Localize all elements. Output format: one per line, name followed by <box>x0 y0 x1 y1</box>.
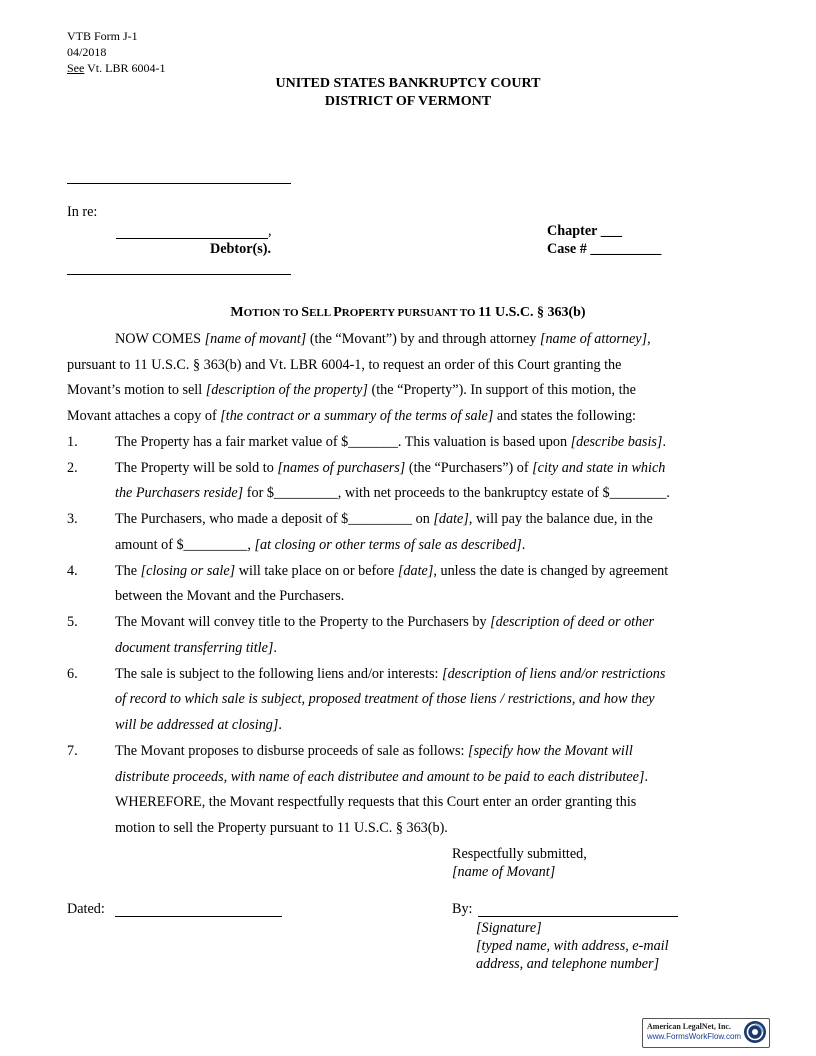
rule-text: Vt. LBR 6004-1 <box>84 61 166 75</box>
globe-icon <box>743 1020 767 1044</box>
item-2-line-2: the Purchasers reside] for $_________, with net proceeds to the bankruptcy estate of $________. <box>115 485 670 501</box>
signature-placeholder: [Signature] <box>476 920 542 936</box>
logo-url: www.FormsWorkFlow.com <box>647 1032 742 1041</box>
chapter-blank[interactable]: ___ <box>600 223 623 239</box>
by-label: By: <box>452 901 473 917</box>
dated-line[interactable] <box>115 916 282 917</box>
item-5-line-1: The Movant will convey title to the Property to the Purchasers by [description of deed or other <box>115 614 655 630</box>
item-4-line-1: The [closing or sale] will take place on or before [date], unless the date is changed by agreement <box>115 563 669 579</box>
case-blank[interactable]: __________ <box>590 241 662 257</box>
motion-title: MOTION TO SELL PROPERTY PURSUANT TO 11 U.S.C. § 363(b) <box>230 305 586 320</box>
signature-line[interactable] <box>478 916 678 917</box>
typed-name-line-1: [typed name, with address, e-mail <box>476 938 669 954</box>
american-legalnet-logo[interactable] <box>642 1018 770 1048</box>
item-6-line-3: will be addressed at closing]. <box>115 717 282 733</box>
logo-company: American LegalNet, Inc. <box>647 1022 731 1031</box>
form-rule-ref <box>67 60 165 76</box>
item-number: 6. <box>67 666 78 682</box>
in-re-label: In re: <box>67 204 98 220</box>
typed-name-line-2: address, and telephone number] <box>476 956 660 972</box>
item-5-line-2: document transferring title]. <box>115 640 277 656</box>
item-6-line-1: The sale is subject to the following liens and/or interests: [description of liens and/or restrictions <box>115 666 666 682</box>
case-label: Case # <box>547 241 587 257</box>
item-number: 1. <box>67 434 78 450</box>
chapter-field <box>547 223 622 240</box>
caption-top-line <box>67 183 291 184</box>
item-number: 5. <box>67 614 78 630</box>
item-3-line-2: amount of $_________, [at closing or other terms of sale as described]. <box>115 537 526 553</box>
intro-line-3: Movant’s motion to sell [description of the property] (the “Property”). In support of this motion, the <box>67 382 636 398</box>
court-name: UNITED STATES BANKRUPTCY COURT <box>275 76 541 91</box>
item-number: 2. <box>67 460 78 476</box>
case-field <box>547 241 661 258</box>
item-number: 7. <box>67 743 78 759</box>
court-district: DISTRICT OF VERMONT <box>324 94 492 109</box>
movant-name-placeholder: [name of Movant] <box>452 864 556 880</box>
caption-bottom-line <box>67 274 291 275</box>
item-number: 3. <box>67 511 78 527</box>
item-1-line-1: The Property has a fair market value of $_______. This valuation is based upon [describe basis]. <box>115 434 666 450</box>
dated-label: Dated: <box>67 901 105 917</box>
form-id: VTB Form J-1 <box>67 29 138 43</box>
item-3-line-1: The Purchasers, who made a deposit of $_________ on [date], will pay the balance due, in the <box>115 511 653 527</box>
chapter-label: Chapter <box>547 223 598 239</box>
wherefore-line-2: motion to sell the Property pursuant to 11 U.S.C. § 363(b). <box>115 820 448 836</box>
wherefore-line-1: WHEREFORE, the Movant respectfully requests that this Court enter an order granting this <box>115 794 637 810</box>
debtor-name-line[interactable] <box>116 238 268 239</box>
item-2-line-1: The Property will be sold to [names of purchasers] (the “Purchasers”) of [city and state in which <box>115 460 666 476</box>
debtor-comma: , <box>268 223 272 239</box>
intro-line-1: NOW COMES [name of movant] (the “Movant”) by and through attorney [name of attorney], <box>115 331 651 347</box>
form-date: 04/2018 <box>67 45 107 59</box>
item-4-line-2: between the Movant and the Purchasers. <box>115 588 345 604</box>
respectfully-submitted: Respectfully submitted, <box>452 846 587 862</box>
see-word: See <box>67 61 85 75</box>
item-number: 4. <box>67 563 78 579</box>
item-7-line-1: The Movant proposes to disburse proceeds of sale as follows: [specify how the Movant will <box>115 743 633 759</box>
item-6-line-2: of record to which sale is subject, proposed treatment of those liens / restrictions, and how they <box>115 691 655 707</box>
debtor-label: Debtor(s). <box>210 241 272 257</box>
intro-line-4: Movant attaches a copy of [the contract or a summary of the terms of sale] and states the following: <box>67 408 636 424</box>
intro-line-2: pursuant to 11 U.S.C. § 363(b) and Vt. LBR 6004-1, to request an order of this Court granting the <box>67 357 622 373</box>
item-7-line-2: distribute proceeds, with name of each distributee and amount to be paid to each distributee]. <box>115 769 649 785</box>
